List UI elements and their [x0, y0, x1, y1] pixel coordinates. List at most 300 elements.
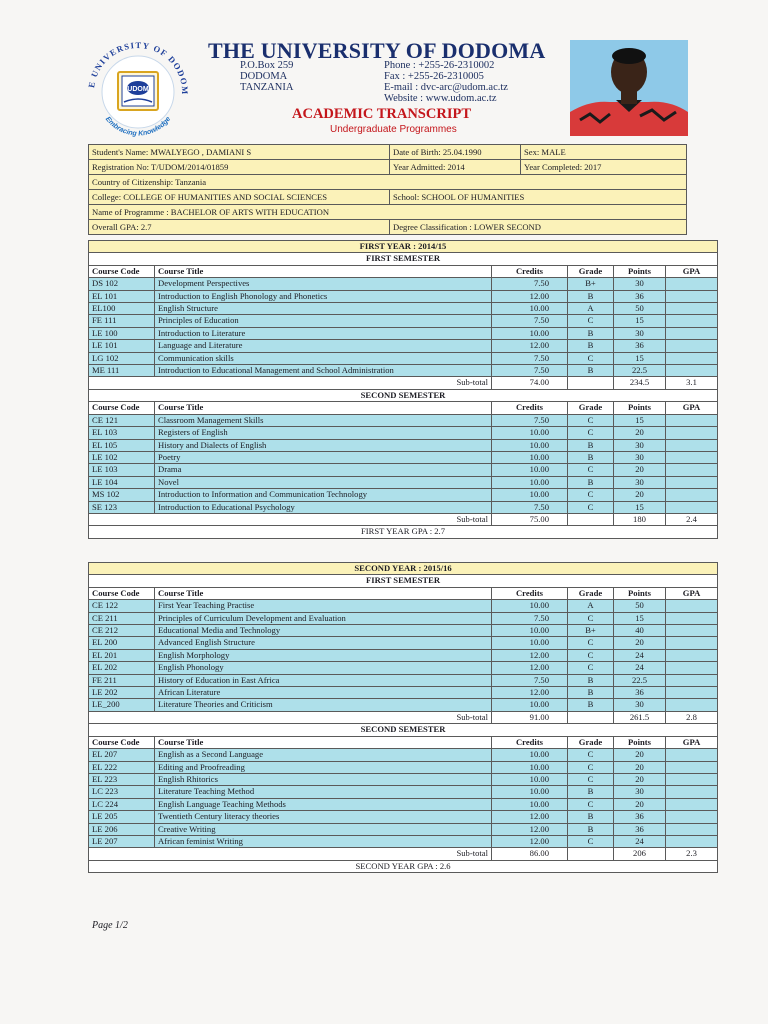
column-header-grade: Grade: [568, 265, 614, 277]
course-points: 15: [614, 315, 666, 327]
course-title: English Morphology: [155, 649, 492, 661]
citizenship: Country of Citizenship: Tanzania: [89, 175, 687, 190]
semester-title: FIRST SEMESTER: [89, 253, 718, 265]
course-points: 22.5: [614, 365, 666, 377]
course-row: [89, 835, 718, 847]
course-grade: B: [568, 674, 614, 686]
course-code: EL 200: [89, 637, 155, 649]
course-credits: 12.00: [492, 649, 568, 661]
overall-gpa: Overall GPA: 2.7: [89, 220, 390, 235]
course-credits: 10.00: [492, 451, 568, 463]
course-points: 30: [614, 327, 666, 339]
course-grade: C: [568, 414, 614, 426]
subtotal-credits: 86.00: [492, 848, 568, 860]
column-header-gpa: GPA: [666, 402, 718, 414]
course-gpa: [666, 687, 718, 699]
course-credits: 10.00: [492, 489, 568, 501]
course-points: 15: [614, 501, 666, 513]
course-row: [89, 699, 718, 711]
course-points: 36: [614, 340, 666, 352]
course-grade: C: [568, 612, 614, 624]
course-points: 30: [614, 699, 666, 711]
contact-details: [384, 60, 508, 104]
course-title: Twentieth Century literacy theories: [155, 811, 492, 823]
course-grade: C: [568, 315, 614, 327]
year-completed: Year Completed: 2017: [521, 160, 687, 175]
column-header-grade: Grade: [568, 402, 614, 414]
course-row: [89, 439, 718, 451]
course-gpa: [666, 278, 718, 290]
student-name: Student's Name: MWALYEGO , DAMIANI S: [89, 145, 390, 160]
college: College: COLLEGE OF HUMANITIES AND SOCIAL SCIENCES: [89, 190, 390, 205]
course-code: EL 223: [89, 773, 155, 785]
course-gpa: [666, 464, 718, 476]
course-credits: 10.00: [492, 303, 568, 315]
course-gpa: [666, 315, 718, 327]
course-grade: B: [568, 687, 614, 699]
course-grade: C: [568, 464, 614, 476]
course-credits: 12.00: [492, 290, 568, 302]
school: School: SCHOOL OF HUMANITIES: [390, 190, 687, 205]
course-points: 50: [614, 600, 666, 612]
course-grade: B: [568, 439, 614, 451]
course-gpa: [666, 352, 718, 364]
course-row: [89, 823, 718, 835]
course-credits: 10.00: [492, 625, 568, 637]
course-grade: C: [568, 352, 614, 364]
course-title: Educational Media and Technology: [155, 625, 492, 637]
course-title: History and Dialects of English: [155, 439, 492, 451]
course-gpa: [666, 489, 718, 501]
course-gpa: [666, 662, 718, 674]
course-code: EL 202: [89, 662, 155, 674]
course-grade: B: [568, 340, 614, 352]
course-grade: B: [568, 290, 614, 302]
course-code: EL 103: [89, 427, 155, 439]
year-gpa: FIRST YEAR GPA : 2.7: [89, 526, 718, 538]
course-grade: C: [568, 761, 614, 773]
course-grade: B: [568, 811, 614, 823]
course-title: Principles of Education: [155, 315, 492, 327]
course-grade: C: [568, 662, 614, 674]
university-name: THE UNIVERSITY OF DODOMA: [208, 38, 546, 63]
course-row: [89, 649, 718, 661]
subtotal-points: 261.5: [614, 711, 666, 723]
subtotal-row: [89, 848, 718, 860]
course-gpa: [666, 835, 718, 847]
column-header-grade: Grade: [568, 587, 614, 599]
course-code: FE 211: [89, 674, 155, 686]
course-title: Language and Literature: [155, 340, 492, 352]
course-title: Registers of English: [155, 427, 492, 439]
course-code: LE 205: [89, 811, 155, 823]
course-credits: 7.50: [492, 352, 568, 364]
course-title: Drama: [155, 464, 492, 476]
course-code: EL 222: [89, 761, 155, 773]
course-code: LE 104: [89, 476, 155, 488]
course-grade: B+: [568, 278, 614, 290]
course-gpa: [666, 600, 718, 612]
course-row: [89, 600, 718, 612]
course-row: [89, 749, 718, 761]
course-points: 30: [614, 451, 666, 463]
course-row: [89, 327, 718, 339]
course-row: [89, 761, 718, 773]
subtotal-credits: 74.00: [492, 377, 568, 389]
course-row: [89, 798, 718, 810]
course-grade: C: [568, 798, 614, 810]
course-gpa: [666, 327, 718, 339]
course-grade: C: [568, 501, 614, 513]
course-title: Introduction to Educational Psychology: [155, 501, 492, 513]
student-info-table: [88, 144, 687, 235]
subtotal-label: Sub-total: [89, 513, 492, 525]
course-title: Editing and Proofreading: [155, 761, 492, 773]
course-credits: 12.00: [492, 835, 568, 847]
course-credits: 10.00: [492, 600, 568, 612]
semester-title: SECOND SEMESTER: [89, 389, 718, 401]
course-title: Communication skills: [155, 352, 492, 364]
course-title: Literature Teaching Method: [155, 786, 492, 798]
course-grade: C: [568, 835, 614, 847]
course-points: 15: [614, 352, 666, 364]
subtotal-credits: 91.00: [492, 711, 568, 723]
course-points: 20: [614, 798, 666, 810]
course-points: 30: [614, 439, 666, 451]
course-code: LC 223: [89, 786, 155, 798]
column-header-gpa: GPA: [666, 587, 718, 599]
course-title: Introduction to Information and Communication Technology: [155, 489, 492, 501]
course-gpa: [666, 823, 718, 835]
column-header-title: Course Title: [155, 736, 492, 748]
subtotal-credits: 75.00: [492, 513, 568, 525]
subtotal-row: [89, 377, 718, 389]
course-gpa: [666, 749, 718, 761]
subtotal-points: 234.5: [614, 377, 666, 389]
phone-line: Phone : +255-26-2310002: [384, 60, 495, 71]
course-code: ME 111: [89, 365, 155, 377]
logo-ring-text: E UNIVERSITY OF DODOM: [86, 42, 191, 96]
course-credits: 10.00: [492, 327, 568, 339]
address-line: DODOMA: [240, 71, 288, 82]
course-grade: C: [568, 773, 614, 785]
course-credits: 7.50: [492, 674, 568, 686]
course-title: First Year Teaching Practise: [155, 600, 492, 612]
student-photo: [570, 40, 688, 136]
course-code: EL 105: [89, 439, 155, 451]
course-points: 20: [614, 749, 666, 761]
course-credits: 7.50: [492, 612, 568, 624]
course-title: Introduction to Educational Management and School Administration: [155, 365, 492, 377]
course-grade: B: [568, 327, 614, 339]
column-header-code: Course Code: [89, 265, 155, 277]
course-credits: 7.50: [492, 278, 568, 290]
course-title: Introduction to Literature: [155, 327, 492, 339]
subtotal-label: Sub-total: [89, 377, 492, 389]
course-points: 15: [614, 612, 666, 624]
course-code: LE 207: [89, 835, 155, 847]
website-line: Website : www.udom.ac.tz: [384, 93, 497, 104]
course-credits: 10.00: [492, 786, 568, 798]
course-row: [89, 352, 718, 364]
programme: Name of Programme : BACHELOR OF ARTS WITH EDUCATION: [89, 205, 687, 220]
course-grade: B: [568, 786, 614, 798]
date-of-birth: Date of Birth: 25.04.1990: [390, 145, 521, 160]
course-gpa: [666, 439, 718, 451]
course-points: 20: [614, 464, 666, 476]
course-points: 20: [614, 489, 666, 501]
course-gpa: [666, 649, 718, 661]
course-credits: 10.00: [492, 749, 568, 761]
course-gpa: [666, 501, 718, 513]
course-title: Poetry: [155, 451, 492, 463]
course-title: Development Perspectives: [155, 278, 492, 290]
course-grade: B: [568, 823, 614, 835]
course-points: 20: [614, 427, 666, 439]
course-credits: 10.00: [492, 699, 568, 711]
semester-title: SECOND SEMESTER: [89, 724, 718, 736]
subtotal-row: [89, 711, 718, 723]
course-points: 30: [614, 476, 666, 488]
course-row: [89, 662, 718, 674]
address-line: P.O.Box 259: [240, 60, 294, 71]
course-row: [89, 278, 718, 290]
course-code: EL 201: [89, 649, 155, 661]
university-logo: [78, 42, 198, 142]
column-header-credits: Credits: [492, 265, 568, 277]
course-gpa: [666, 637, 718, 649]
course-grade: B: [568, 699, 614, 711]
postal-address: [240, 60, 293, 93]
subtotal-points: 180: [614, 513, 666, 525]
course-points: 40: [614, 625, 666, 637]
column-header-credits: Credits: [492, 736, 568, 748]
subtotal-gpa: 3.1: [666, 377, 718, 389]
year-admitted: Year Admitted: 2014: [390, 160, 521, 175]
course-gpa: [666, 674, 718, 686]
course-title: English Language Teaching Methods: [155, 798, 492, 810]
course-credits: 12.00: [492, 662, 568, 674]
course-points: 20: [614, 761, 666, 773]
course-title: English Phonology: [155, 662, 492, 674]
course-row: [89, 625, 718, 637]
column-header-code: Course Code: [89, 402, 155, 414]
course-code: EL 207: [89, 749, 155, 761]
course-code: LE 206: [89, 823, 155, 835]
column-header-title: Course Title: [155, 402, 492, 414]
registration-number: Registration No: T/UDOM/2014/01859: [89, 160, 390, 175]
course-row: [89, 476, 718, 488]
course-row: [89, 315, 718, 327]
course-code: LE 101: [89, 340, 155, 352]
logo-motto: Embracing Knowledge: [103, 115, 173, 138]
course-credits: 12.00: [492, 811, 568, 823]
year-table: [88, 240, 718, 539]
column-header-title: Course Title: [155, 265, 492, 277]
course-code: CE 121: [89, 414, 155, 426]
course-code: LE_200: [89, 699, 155, 711]
course-points: 24: [614, 835, 666, 847]
course-grade: C: [568, 749, 614, 761]
course-code: CE 122: [89, 600, 155, 612]
subtotal-label: Sub-total: [89, 711, 492, 723]
course-code: EL100: [89, 303, 155, 315]
fax-line: Fax : +255-26-2310005: [384, 71, 484, 82]
course-title: English Rhitorics: [155, 773, 492, 785]
subtotal-label: Sub-total: [89, 848, 492, 860]
course-credits: 10.00: [492, 464, 568, 476]
column-header-points: Points: [614, 402, 666, 414]
course-points: 20: [614, 773, 666, 785]
course-credits: 10.00: [492, 773, 568, 785]
page-number: Page 1/2: [92, 920, 128, 931]
course-title: Introduction to English Phonology and Phonetics: [155, 290, 492, 302]
column-header-title: Course Title: [155, 587, 492, 599]
course-grade: A: [568, 303, 614, 315]
subtotal-grade-blank: [568, 848, 614, 860]
course-points: 24: [614, 649, 666, 661]
course-points: 36: [614, 290, 666, 302]
course-credits: 7.50: [492, 501, 568, 513]
course-code: MS 102: [89, 489, 155, 501]
course-title: Principles of Curriculum Development and Evaluation: [155, 612, 492, 624]
course-gpa: [666, 451, 718, 463]
subtotal-gpa: 2.8: [666, 711, 718, 723]
course-credits: 10.00: [492, 427, 568, 439]
course-title: African feminist Writing: [155, 835, 492, 847]
course-grade: B: [568, 451, 614, 463]
course-credits: 7.50: [492, 414, 568, 426]
subtotal-points: 206: [614, 848, 666, 860]
course-gpa: [666, 625, 718, 637]
course-gpa: [666, 290, 718, 302]
column-header-points: Points: [614, 587, 666, 599]
course-row: [89, 451, 718, 463]
course-grade: A: [568, 600, 614, 612]
course-code: LE 202: [89, 687, 155, 699]
course-row: [89, 365, 718, 377]
column-header-credits: Credits: [492, 587, 568, 599]
course-row: [89, 612, 718, 624]
course-title: Advanced English Structure: [155, 637, 492, 649]
subtotal-grade-blank: [568, 377, 614, 389]
course-credits: 10.00: [492, 439, 568, 451]
column-header-gpa: GPA: [666, 265, 718, 277]
course-points: 30: [614, 786, 666, 798]
course-grade: C: [568, 637, 614, 649]
course-credits: 10.00: [492, 476, 568, 488]
course-code: FE 111: [89, 315, 155, 327]
column-header-points: Points: [614, 736, 666, 748]
course-code: DS 102: [89, 278, 155, 290]
course-grade: C: [568, 427, 614, 439]
course-row: [89, 414, 718, 426]
course-code: CE 212: [89, 625, 155, 637]
course-points: 36: [614, 823, 666, 835]
course-gpa: [666, 365, 718, 377]
year-title: FIRST YEAR : 2014/15: [89, 241, 718, 253]
subtotal-row: [89, 513, 718, 525]
course-code: LE 100: [89, 327, 155, 339]
course-points: 36: [614, 811, 666, 823]
course-gpa: [666, 798, 718, 810]
sex: Sex: MALE: [521, 145, 687, 160]
course-credits: 12.00: [492, 823, 568, 835]
column-header-code: Course Code: [89, 587, 155, 599]
course-gpa: [666, 476, 718, 488]
course-points: 50: [614, 303, 666, 315]
course-row: [89, 637, 718, 649]
subtotal-grade-blank: [568, 513, 614, 525]
subtotal-gpa: 2.4: [666, 513, 718, 525]
course-row: [89, 464, 718, 476]
course-grade: C: [568, 649, 614, 661]
course-credits: 10.00: [492, 761, 568, 773]
course-credits: 10.00: [492, 798, 568, 810]
column-header-code: Course Code: [89, 736, 155, 748]
subtotal-gpa: 2.3: [666, 848, 718, 860]
degree-classification: Degree Classification : LOWER SECOND: [390, 220, 687, 235]
course-gpa: [666, 303, 718, 315]
course-gpa: [666, 414, 718, 426]
course-credits: 12.00: [492, 340, 568, 352]
course-row: [89, 340, 718, 352]
document-subtitle: Undergraduate Programmes: [330, 124, 457, 135]
course-points: 22.5: [614, 674, 666, 686]
course-code: LC 224: [89, 798, 155, 810]
logo-emblem: UDOM: [127, 86, 149, 93]
year-table: [88, 562, 718, 873]
course-title: Creative Writing: [155, 823, 492, 835]
course-grade: B: [568, 365, 614, 377]
course-gpa: [666, 786, 718, 798]
course-row: [89, 427, 718, 439]
course-gpa: [666, 761, 718, 773]
course-gpa: [666, 773, 718, 785]
course-credits: 10.00: [492, 637, 568, 649]
year-title: SECOND YEAR : 2015/16: [89, 563, 718, 575]
course-row: [89, 303, 718, 315]
course-code: CE 211: [89, 612, 155, 624]
course-code: SE 123: [89, 501, 155, 513]
course-title: English Structure: [155, 303, 492, 315]
course-row: [89, 687, 718, 699]
column-header-credits: Credits: [492, 402, 568, 414]
course-code: LG 102: [89, 352, 155, 364]
course-gpa: [666, 612, 718, 624]
course-row: [89, 674, 718, 686]
email-line: E-mail : dvc-arc@udom.ac.tz: [384, 82, 508, 93]
column-header-grade: Grade: [568, 736, 614, 748]
course-row: [89, 773, 718, 785]
course-grade: B+: [568, 625, 614, 637]
course-credits: 7.50: [492, 315, 568, 327]
course-points: 20: [614, 637, 666, 649]
course-grade: C: [568, 489, 614, 501]
course-code: LE 102: [89, 451, 155, 463]
year-gpa: SECOND YEAR GPA : 2.6: [89, 860, 718, 872]
course-points: 36: [614, 687, 666, 699]
course-credits: 7.50: [492, 365, 568, 377]
column-header-points: Points: [614, 265, 666, 277]
course-row: [89, 786, 718, 798]
course-title: Literature Theories and Criticism: [155, 699, 492, 711]
course-gpa: [666, 427, 718, 439]
course-points: 30: [614, 278, 666, 290]
course-code: LE 103: [89, 464, 155, 476]
document-title: ACADEMIC TRANSCRIPT: [292, 106, 471, 122]
course-row: [89, 290, 718, 302]
